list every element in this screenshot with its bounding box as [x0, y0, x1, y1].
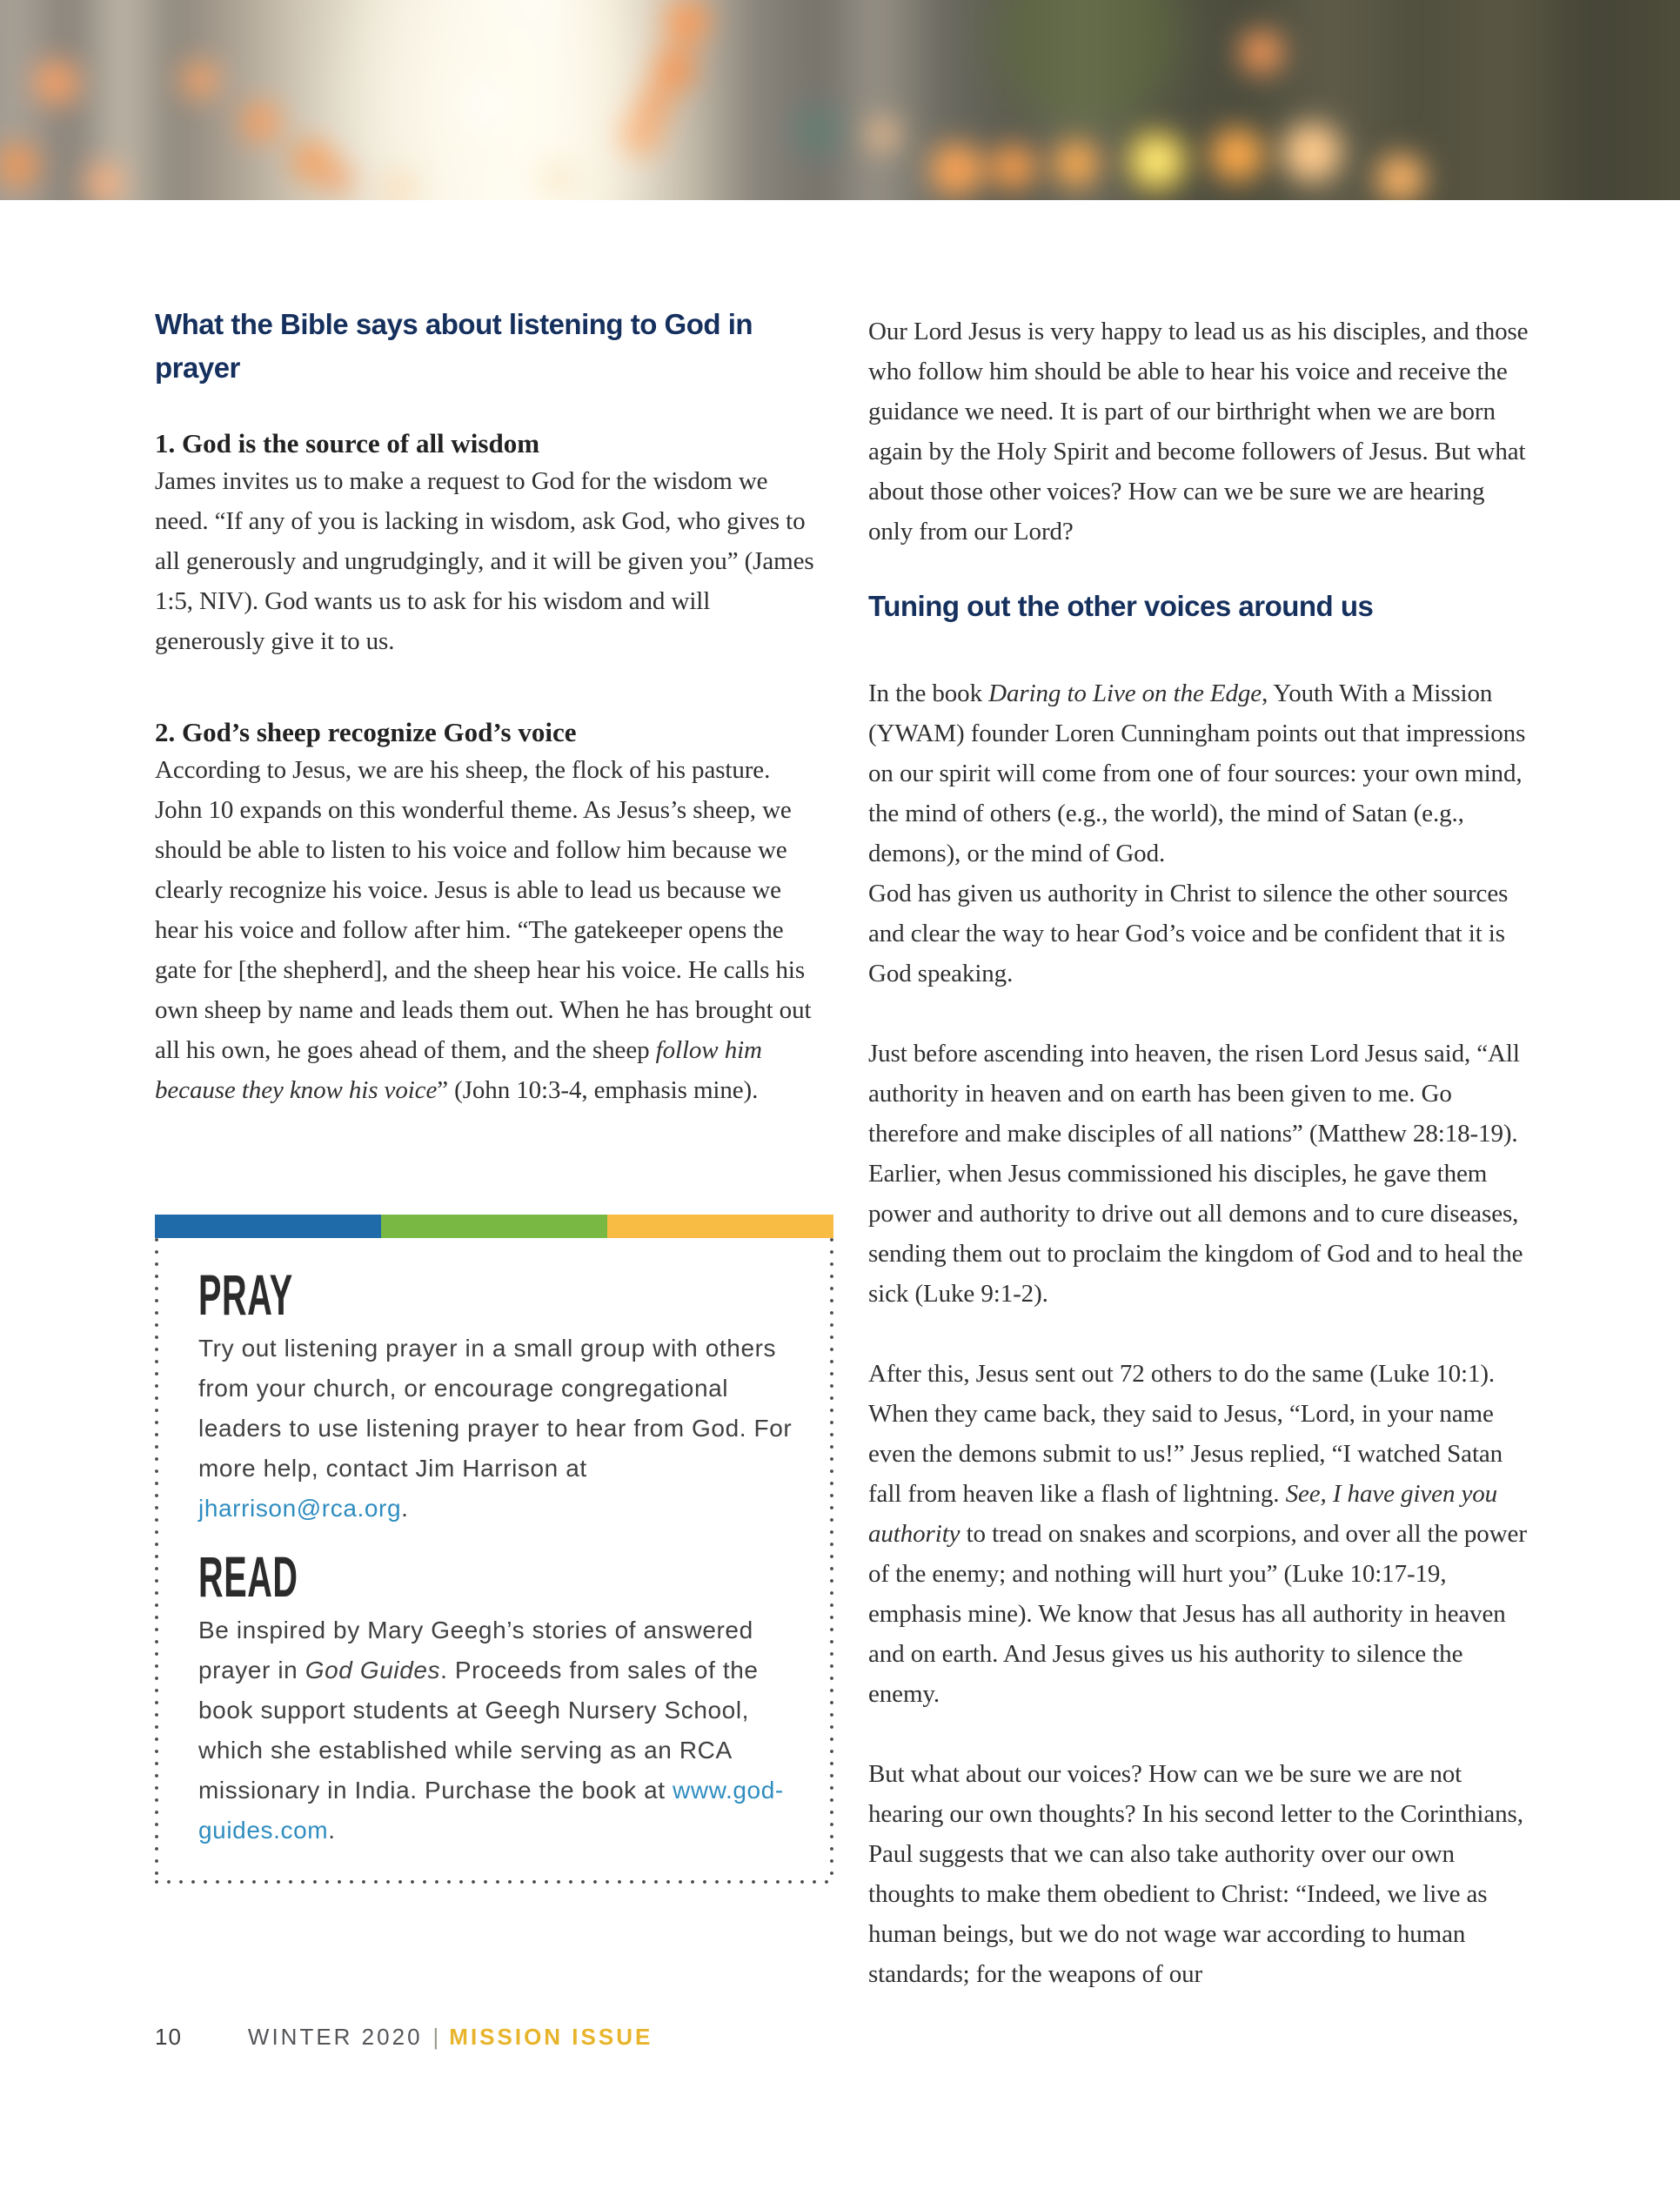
- subheading-sheep-recognize-voice: 2. God’s sheep recognize God’s voice: [155, 717, 577, 747]
- body-text-segment: God has given us authority in Christ to silence the other sources and clear the way to hear God’s voice and be confident that it is God speaking.: [868, 880, 1509, 987]
- callout-text-segment: .: [401, 1495, 409, 1522]
- emphasized-text: follow him because they know his voice: [155, 1036, 762, 1104]
- body-text-segment: After this, Jesus sent out 72 others to do the same (Luke 10:1). When they came back, they said to Jesus, “Lord, in your name even the demons submit to us!” Jesus replied, “I watched Satan fall from heaven like a flash of lightning.: [868, 1360, 1503, 1508]
- right-column: [868, 200, 1529, 1994]
- dotted-border-bottom: [155, 1880, 833, 1884]
- read-title: READ: [198, 1544, 298, 1609]
- subheading-god-source-wisdom: 1. God is the source of all wisdom: [155, 428, 540, 459]
- section-heading-bible: What the Bible says about listening to God in prayer: [155, 308, 753, 384]
- footer-divider: |: [432, 2024, 439, 2050]
- email-link-jharrison[interactable]: jharrison@rca.org: [198, 1495, 402, 1522]
- website-link-god-guides[interactable]: www.god-guides.com: [198, 1777, 784, 1844]
- body-text-segment: In the book: [868, 679, 989, 707]
- paragraph-in-the-book: [868, 673, 1529, 994]
- header-bokeh-photo-paint: [0, 0, 1680, 200]
- color-bar-gold-segment: [607, 1215, 833, 1238]
- pray-title: PRAY: [198, 1262, 293, 1327]
- book-title-god-guides: God Guides: [305, 1657, 441, 1684]
- two-column-layout: [155, 200, 1529, 1994]
- pray-read-callout-box: [155, 1215, 833, 1884]
- callout-text-segment: .: [328, 1817, 336, 1844]
- footer-issue-label: MISSION ISSUE: [449, 2024, 653, 2050]
- callout-text-segment: Be inspired by Mary Geegh’s stories of answered prayer in: [198, 1617, 753, 1684]
- paragraph-after-this: [868, 1354, 1529, 1714]
- callout-text-segment: Try out listening prayer in a small group with others from your church, or encourage congregational leaders to use listening prayer to hear from God. For more help, contact Jim Harrison at: [198, 1335, 793, 1482]
- emphasized-text: See, I have given you authority: [868, 1480, 1498, 1548]
- paragraph-but-what-about: But what about our voices? How can we be sure we are not hearing our own thoughts? In his second letter to the Corinthians, Paul suggests that we can also take authority over our own thoughts to make them obedient to Christ: “Indeed, we live as human beings, but we do not wage war according to human standards; for the weapons of our: [868, 1760, 1523, 1988]
- footer-season: WINTER 2020: [247, 2024, 423, 2050]
- callout-text-segment: . Proceeds from sales of the book support students at Geegh Nursery School, which she established while serving as an RCA missionary in India. Purchase the book at: [198, 1657, 759, 1804]
- left-column: [155, 200, 814, 1994]
- paragraph-just-before-ascending: Just before ascending into heaven, the risen Lord Jesus said, “All authority in heaven and on earth has been given to me. Go therefore and make disciples of all nations” (Matthew 28:18-19). Earlier, when Jesus commissioned his disciples, he gave them power and authority to drive out all demons and to cure diseases, sending them out to proclaim the kingdom of God and to heal the sick (Luke 9:1-2).: [868, 1040, 1523, 1308]
- callout-body: [155, 1238, 833, 1884]
- paragraph-james-invites: James invites us to make a request to God for the wisdom we need. “If any of you is lacking in wisdom, ask God, who gives to all generously and ungrudgingly, and it will be given you” (James 1:5, NIV). God wants us to ask for his wisdom and will generously give it to us.: [155, 467, 814, 655]
- color-bar-blue-segment: [155, 1215, 381, 1238]
- dotted-border-right: [830, 1238, 833, 1884]
- read-text: [198, 1610, 793, 1851]
- page-number: 10: [155, 2024, 182, 2050]
- header-bokeh-photo: [0, 0, 1680, 200]
- body-text-segment: to tread on snakes and scorpions, and over all the power of the enemy; and nothing will hurt you” (Luke 10:17-19, emphasis mine). We know that Jesus has all authority in heaven and on earth. And Jesus gives us his authority to silence the enemy.: [868, 1520, 1527, 1708]
- callout-color-bar: [155, 1215, 833, 1238]
- pray-text: [198, 1329, 793, 1529]
- body-text-segment: ” (John 10:3-4, emphasis mine).: [437, 1076, 759, 1104]
- dotted-border-left: [155, 1238, 158, 1884]
- section-heading-tuning-out: Tuning out the other voices around us: [868, 590, 1374, 622]
- paragraph-our-lord-jesus: Our Lord Jesus is very happy to lead us as his disciples, and those who follow him should be able to hear his voice and receive the guidance we need. It is part of our birthright when we are born again by the Holy Spirit and become followers of Jesus. But what about those other voices? How can we be sure we are hearing only from our Lord?: [868, 318, 1529, 546]
- color-bar-green-segment: [381, 1215, 607, 1238]
- page-footer: [155, 2024, 653, 2051]
- body-text-segment: , Youth With a Mission (YWAM) founder Loren Cunningham points out that impressions on our spirit will come from one of four sources: your own mind, the mind of others (e.g., the world), the mind of Satan (e.g., demons), or the mind of God.: [868, 679, 1526, 867]
- book-title-daring-to-live: Daring to Live on the Edge: [988, 679, 1262, 707]
- paragraph-according-to-jesus: [155, 750, 814, 1110]
- body-text-segment: According to Jesus, we are his sheep, the flock of his pasture. John 10 expands on this wonderful theme. As Jesus’s sheep, we should be able to listen to his voice and follow him because we clearly recognize his voice. Jesus is able to lead us because we hear his voice and follow after him. “The gatekeeper opens the gate for [the shepherd], and the sheep hear his voice. He calls his own sheep by name and leads them out. When he has brought out all his own, he goes ahead of them, and the sheep: [155, 756, 812, 1064]
